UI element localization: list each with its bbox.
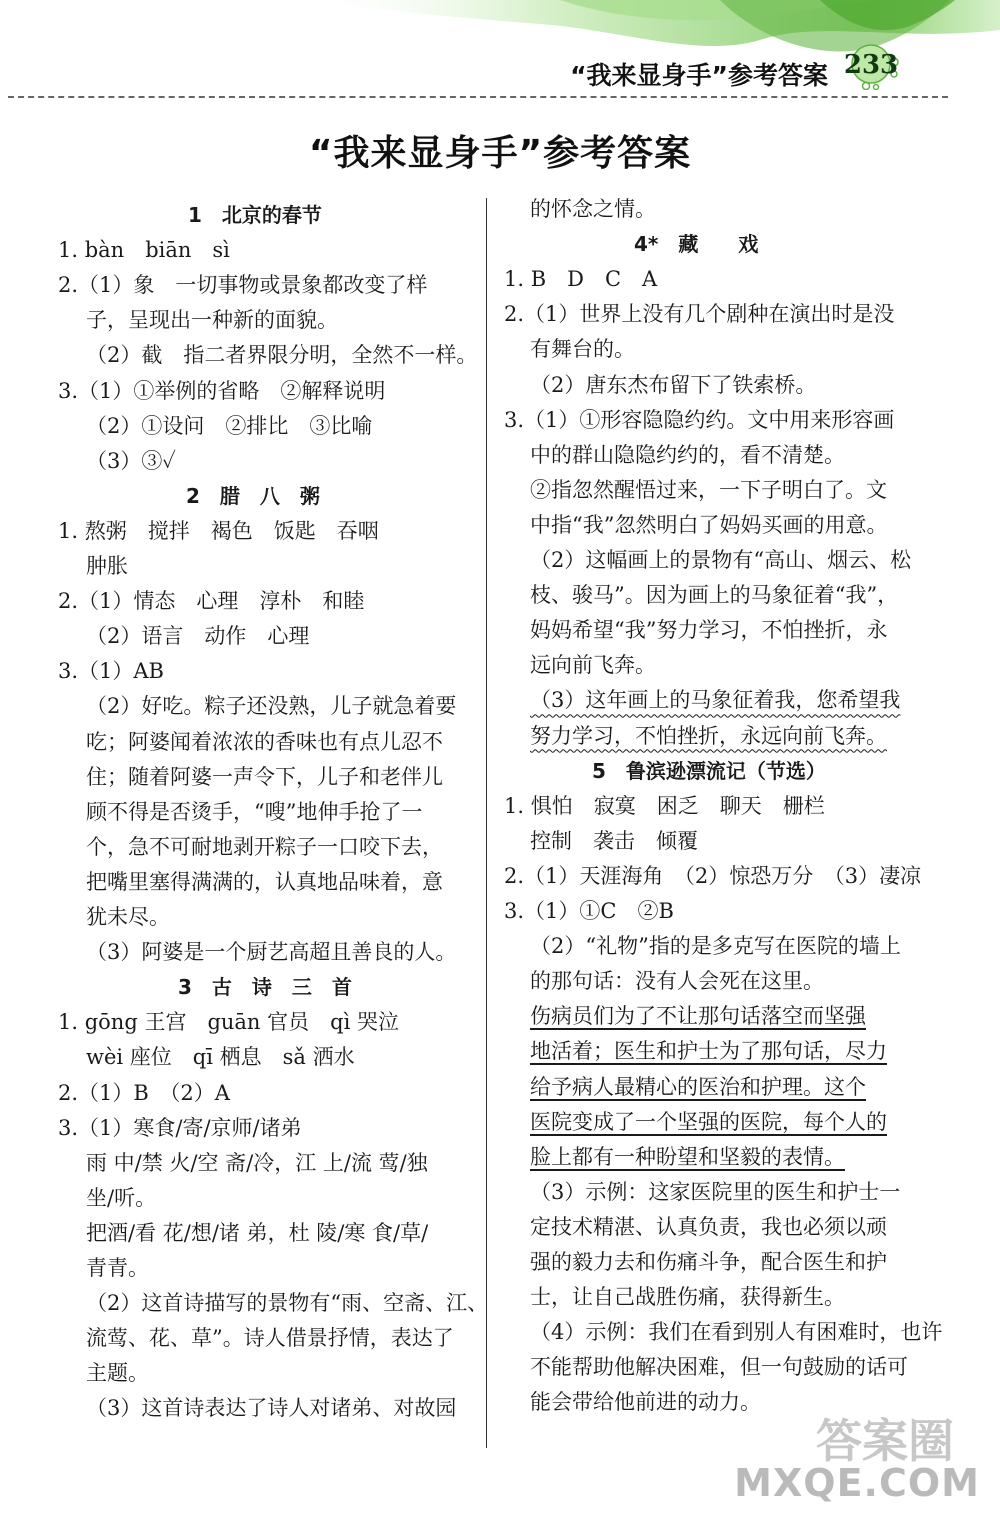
answer-line: （2）①设问 ②排比 ③比喻 <box>86 413 373 438</box>
section-heading: 2 腊 八 粥 <box>186 483 320 508</box>
answer-line: 雨 中/禁 火/空 斋/冷，江 上/流 莺/独 <box>86 1150 428 1175</box>
answer-line: ②指忽然醒悟过来，一下子明白了。文 <box>530 477 887 502</box>
answer-line: 控制 袭击 倾覆 <box>530 828 698 853</box>
page-number-badge <box>842 44 900 90</box>
watermark-logo: 答案圈 <box>816 1414 954 1468</box>
answer-line: 3.（1）①形容隐隐约约。文中用来形容画 <box>504 407 895 432</box>
answer-line: 3.（1）AB <box>58 659 164 684</box>
answer-line: 强的毅力去和伤痛斗争，配合医生和护 <box>530 1250 887 1274</box>
header-dashed-rule <box>8 96 948 98</box>
watermark-site: MXQE.COM <box>734 1461 980 1505</box>
answer-line: 枝、骏马”。因为画上的马象征着“我”， <box>530 583 899 608</box>
answer-line: 伤病员们为了不让那句话落空而坚强 <box>530 1004 866 1029</box>
answer-line: 3.（1）①C ②B <box>504 899 674 923</box>
answer-line: 1. 惧怕 寂寞 困乏 聊天 栅栏 <box>504 793 825 818</box>
answer-line: 1. B D C A <box>504 267 658 292</box>
answer-line: 2.（1）B （2）A <box>58 1080 230 1105</box>
answer-line: 1. bàn biān sì <box>58 238 230 263</box>
page-title: “我来显身手”参考答案 <box>308 133 692 174</box>
answer-line: 远向前飞奔。 <box>530 653 656 678</box>
answer-line: （3）这年画上的马象征着我，您希望我 <box>530 688 901 713</box>
section-heading: 1 北京的春节 <box>188 203 322 227</box>
answer-line: 士，让自己战胜伤痛，获得新生。 <box>530 1285 845 1310</box>
answer-line: （3）③✓ <box>86 448 176 473</box>
section-heading: 5 鲁滨逊漂流记（节选） <box>592 758 826 783</box>
answer-line: 把嘴里塞得满满的，认真地品味着，意 <box>86 869 443 894</box>
answer-line: 3.（1）①举例的省略 ②解释说明 <box>58 378 386 403</box>
answer-line: 个，急不可耐地剥开粽子一口咬下去， <box>86 834 443 859</box>
answer-line: 努力学习，不怕挫折，永远向前飞奔。 <box>530 723 887 748</box>
answer-line: 3.（1）寒食/寄/京师/诸弟 <box>58 1115 302 1140</box>
answer-line: 能会带给他前进的动力。 <box>530 1390 761 1415</box>
answer-line: （3）示例：这家医院里的医生和护士一 <box>530 1179 901 1204</box>
answer-line: （2）好吃。粽子还没熟，儿子就急着要 <box>86 694 457 719</box>
page-number: 233 <box>843 50 899 80</box>
column-divider <box>486 198 487 1448</box>
answer-line: 犹未尽。 <box>86 905 170 929</box>
answer-line: 流莺、花、草”。诗人借景抒情，表达了 <box>86 1326 454 1351</box>
answer-line: （2）这幅画上的景物有“高山、烟云、松 <box>530 548 912 572</box>
answer-line: 坐/听。 <box>86 1185 157 1210</box>
answer-line: 住；随着阿婆一声令下，儿子和老伴儿 <box>86 764 443 789</box>
answer-line: 妈妈希望“我”努力学习，不怕挫折，永 <box>530 618 888 643</box>
answer-line: 的怀念之情。 <box>530 197 656 221</box>
answer-line: 1. 熬粥 搅拌 褐色 饭匙 吞咽 <box>58 518 379 543</box>
answer-line: 中指“我”忽然明白了妈妈买画的用意。 <box>530 512 888 537</box>
answer-line: （3）这首诗表达了诗人对诸弟、对故园 <box>86 1396 457 1421</box>
answer-line: （2）截 指二者界限分明，全然不一样。 <box>86 343 478 368</box>
answer-line: 子，呈现出一种新的面貌。 <box>86 308 338 333</box>
answer-line: （2）“礼物”指的是多克写在医院的墙上 <box>530 934 901 959</box>
answer-line: 2.（1）情态 心理 淳朴 和睦 <box>58 589 365 614</box>
watermark <box>720 1405 980 1505</box>
answer-line: wèi 座位 qī 栖息 sǎ 洒水 <box>86 1045 355 1070</box>
answer-line: 定技术精湛、认真负责，我也必须以顽 <box>530 1214 887 1239</box>
running-header-title: “我来显身手”参考答案 <box>570 61 828 90</box>
answer-line: 把酒/看 花/想/诸 弟，杜 陵/寒 食/草/ <box>86 1220 429 1245</box>
answer-line: （2）这首诗描写的景物有“雨、空斋、江、 <box>86 1291 489 1316</box>
answer-line: 2.（1）世界上没有几个剧种在演出时是没 <box>504 302 895 327</box>
answer-line: 1. gōng 王宫 guān 官员 qì 哭泣 <box>58 1010 399 1035</box>
answer-line: （3）阿婆是一个厨艺高超且善良的人。 <box>86 940 457 965</box>
answer-line: 的那句话：没有人会死在这里。 <box>530 969 824 994</box>
answer-line: 脸上都有一种盼望和坚毅的表情。 <box>530 1144 845 1169</box>
answer-line: （4）示例：我们在看到别人有困难时，也许 <box>530 1320 943 1345</box>
answer-line: 医院变成了一个坚强的医院，每个人的 <box>530 1109 887 1134</box>
answer-line: 顾不得是否烫手，“嗖”地伸手抢了一 <box>86 799 423 824</box>
answer-line: （2）语言 动作 心理 <box>86 624 310 649</box>
answer-line: 不能帮助他解决困难，但一句鼓励的话可 <box>530 1355 908 1380</box>
answer-line: 吃；阿婆闻着浓浓的香味也有点儿忍不 <box>86 729 443 754</box>
answer-line: 2.（1）象 一切事物或景象都改变了样 <box>58 273 428 298</box>
answer-line: 给予病人最精心的医治和护理。这个 <box>530 1074 866 1099</box>
answer-line: 主题。 <box>86 1361 149 1386</box>
section-heading: 4* 藏 戏 <box>634 232 759 257</box>
answer-line: 中的群山隐隐约约的，看不清楚。 <box>530 442 845 467</box>
section-heading: 3 古 诗 三 首 <box>178 975 352 1000</box>
answer-line: 2.（1）天涯海角 （2）惊恐万分 （3）凄凉 <box>504 863 922 888</box>
answer-line: （2）唐东杰布留下了铁索桥。 <box>530 372 817 397</box>
answer-line: 青青。 <box>86 1256 149 1280</box>
answer-line: 有舞台的。 <box>530 337 635 362</box>
answer-line: 肿胀 <box>86 554 128 578</box>
answer-line: 地活着；医生和护士为了那句话，尽力 <box>530 1039 887 1064</box>
